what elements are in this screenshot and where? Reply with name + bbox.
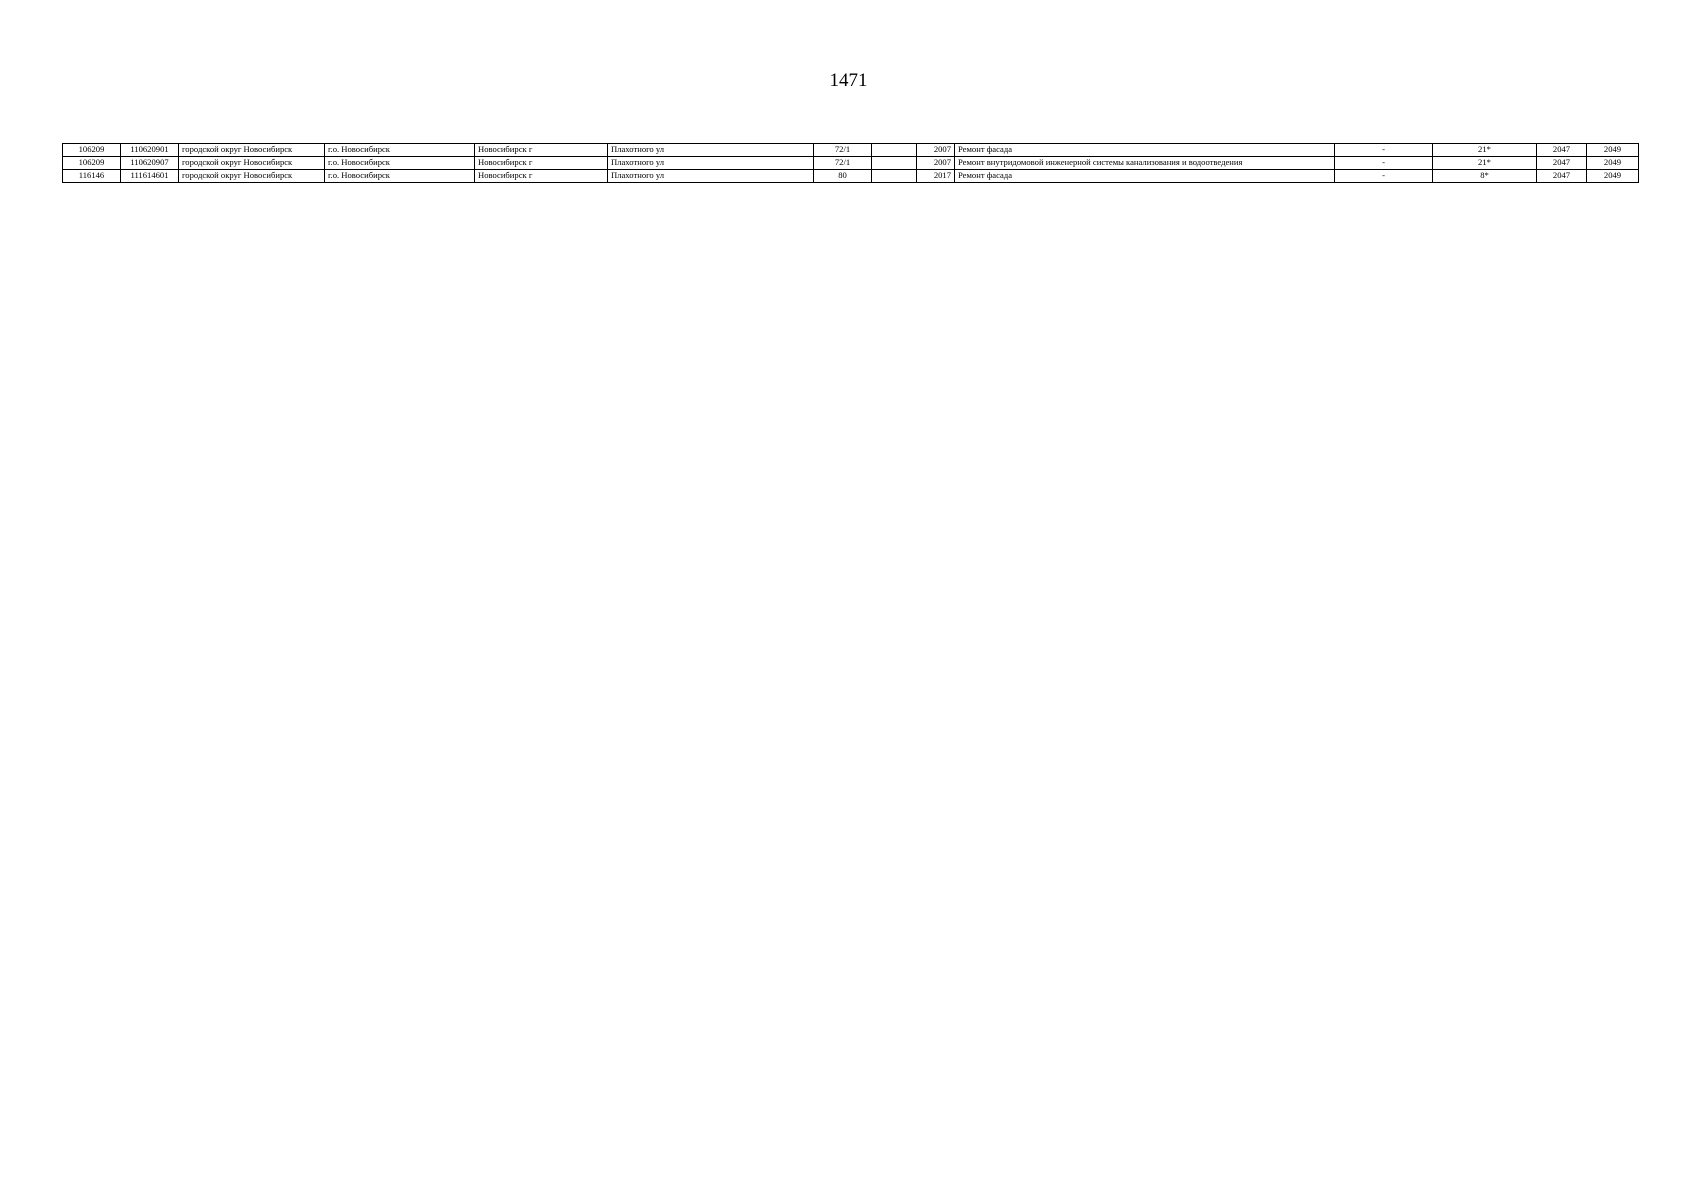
cell-district: городской округ Новосибирск — [179, 170, 325, 183]
cell-prev: - — [1335, 144, 1433, 157]
cell-id: 116146 — [63, 170, 121, 183]
cell-municipality: г.о. Новосибирск — [325, 170, 475, 183]
cell-municipality: г.о. Новосибирск — [325, 157, 475, 170]
cell-street: Плахотного ул — [608, 170, 814, 183]
cell-year: 2007 — [917, 157, 955, 170]
cell-wear: 21* — [1433, 144, 1537, 157]
cell-prev: - — [1335, 157, 1433, 170]
cell-id: 106209 — [63, 157, 121, 170]
cell-house: 72/1 — [814, 144, 872, 157]
cell-extra — [872, 170, 917, 183]
cell-code: 110620907 — [121, 157, 179, 170]
cell-code: 110620901 — [121, 144, 179, 157]
cell-plan-start: 2047 — [1537, 157, 1587, 170]
cell-plan-start: 2047 — [1537, 170, 1587, 183]
cell-wear: 8* — [1433, 170, 1537, 183]
table-row — [63, 144, 1639, 157]
cell-year: 2007 — [917, 144, 955, 157]
cell-house: 80 — [814, 170, 872, 183]
cell-street: Плахотного ул — [608, 157, 814, 170]
cell-plan-end: 2049 — [1587, 144, 1639, 157]
cell-plan-end: 2049 — [1587, 170, 1639, 183]
registry-rows — [63, 144, 1639, 183]
cell-prev: - — [1335, 170, 1433, 183]
cell-city: Новосибирск г — [475, 144, 608, 157]
page-number: 1471 — [829, 70, 868, 91]
cell-work: Ремонт внутридомовой инженерной системы канализования и водоотведения — [955, 157, 1335, 170]
cell-work: Ремонт фасада — [955, 170, 1335, 183]
cell-plan-start: 2047 — [1537, 144, 1587, 157]
cell-street: Плахотного ул — [608, 144, 814, 157]
cell-extra — [872, 157, 917, 170]
cell-year: 2017 — [917, 170, 955, 183]
table-row — [63, 157, 1639, 170]
table-row — [63, 170, 1639, 183]
cell-plan-end: 2049 — [1587, 157, 1639, 170]
cell-work: Ремонт фасада — [955, 144, 1335, 157]
cell-city: Новосибирск г — [475, 157, 608, 170]
cell-district: городской округ Новосибирск — [179, 144, 325, 157]
cell-code: 111614601 — [121, 170, 179, 183]
cell-extra — [872, 144, 917, 157]
cell-city: Новосибирск г — [475, 170, 608, 183]
cell-district: городской округ Новосибирск — [179, 157, 325, 170]
registry-table — [62, 143, 1639, 183]
cell-id: 106209 — [63, 144, 121, 157]
cell-municipality: г.о. Новосибирск — [325, 144, 475, 157]
cell-wear: 21* — [1433, 157, 1537, 170]
cell-house: 72/1 — [814, 157, 872, 170]
